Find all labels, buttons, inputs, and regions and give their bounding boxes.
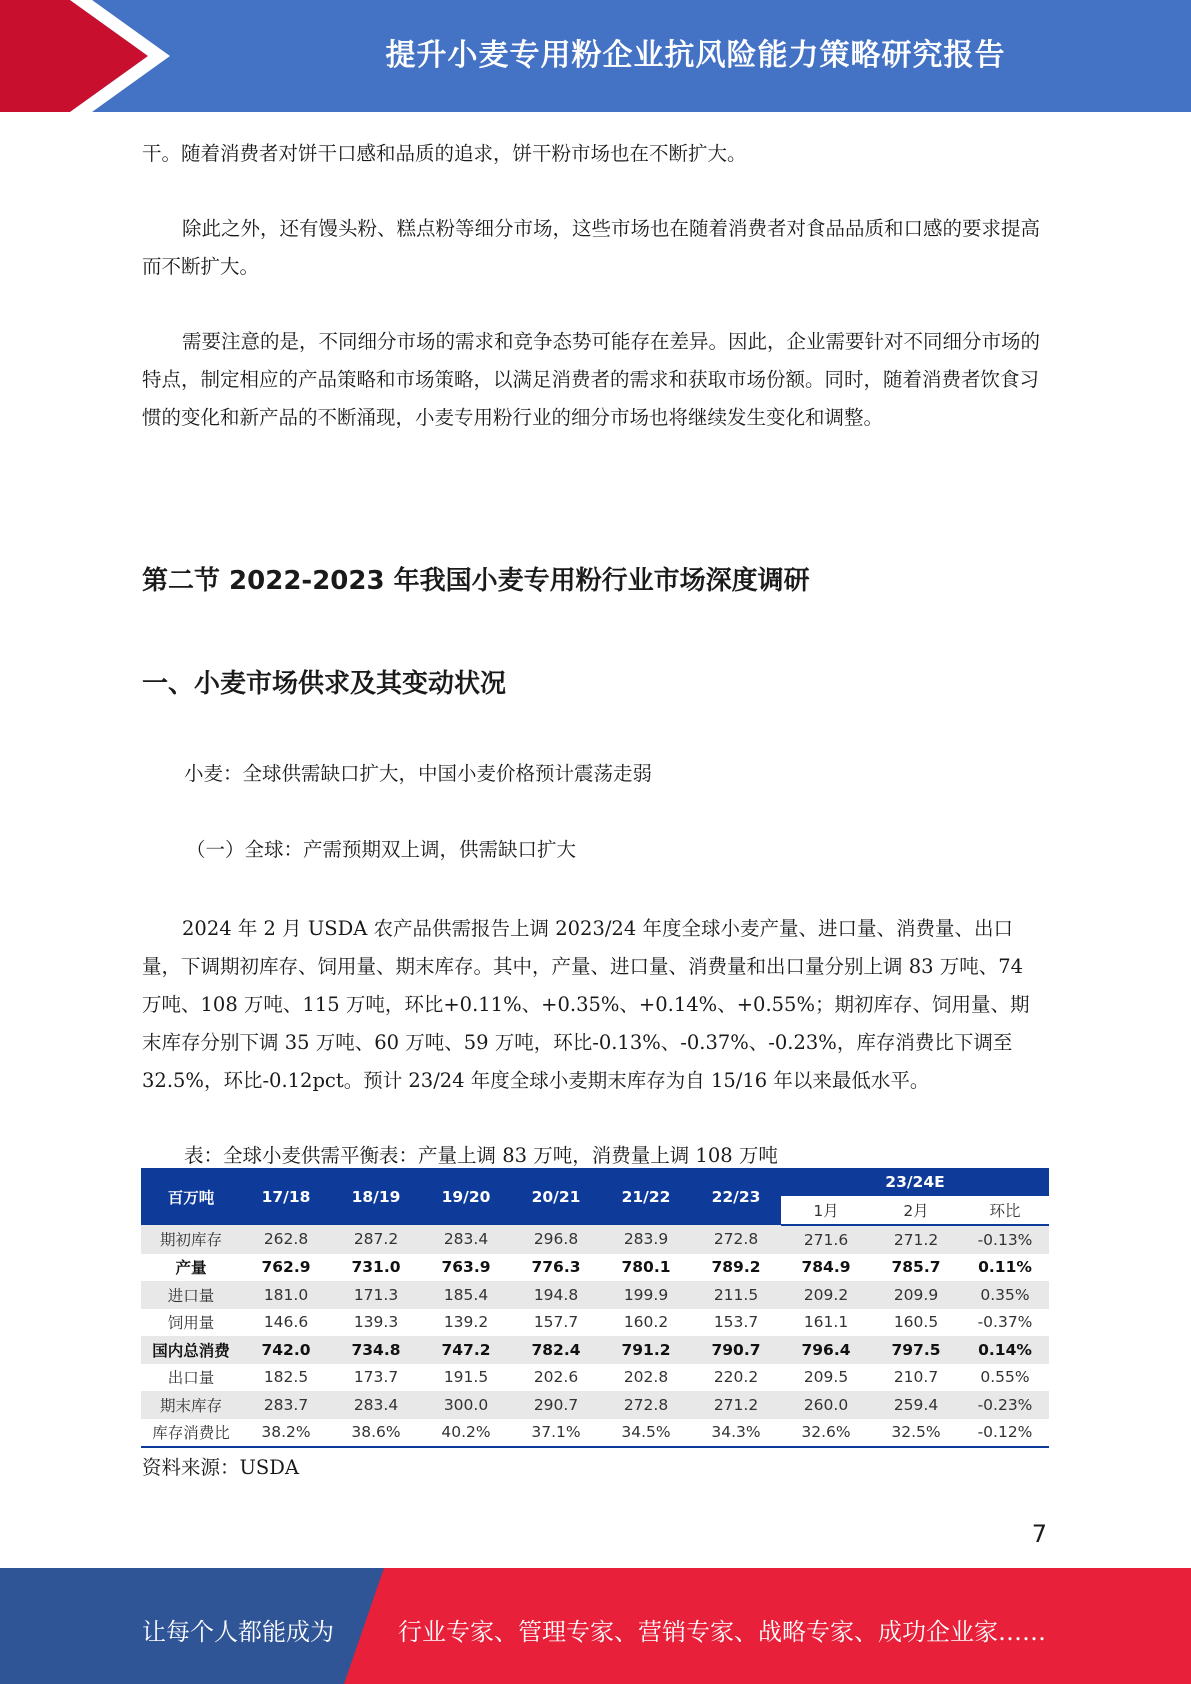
table-cell: 157.7 [533,1313,579,1332]
wheat-balance-table [141,1168,1049,1448]
table-cell: 171.3 [331,1281,421,1309]
table-cell: 271.2 [691,1391,781,1419]
footer-slogan-left: 让每个人都能成为 [142,1618,334,1646]
page-number: 7 [1031,1520,1047,1548]
row-label: 产量 [175,1259,207,1278]
row-label: 国内总消费 [141,1336,241,1364]
table-cell: -0.23% [961,1391,1049,1419]
table-cell: 796.4 [781,1336,871,1364]
table-row [141,1391,1049,1419]
table-cell: 283.4 [421,1225,511,1254]
paragraph-other-segments: 除此之外，还有馒头粉、糕点粉等细分市场，这些市场也在随着消费者对食品品质和口感的要求提高而不断扩大。 [142,217,1041,278]
row-label: 进口量 [141,1281,241,1309]
table-cell: 0.55% [980,1368,1030,1387]
paragraph-market-differences: 需要注意的是，不同细分市场的需求和竞争态势可能存在差异。因此，企业需要针对不同细分市场的特点，制定相应的产品策略和市场策略，以满足消费者的需求和获取市场份额。同时，随着消费者饮食习惯的变化和新产品的不断涌现，小麦专用粉行业的细分市场也将继续发生变化和调整。 [142,330,1041,429]
section-title: 第二节 2022-2023 年我国小麦专用粉行业市场深度调研 [142,566,810,596]
table-cell: 262.8 [241,1225,331,1254]
table-cell: 32.5% [871,1419,961,1448]
table-cell: 742.0 [241,1336,331,1364]
table-cell: 0.35% [961,1281,1049,1309]
table-cell: 782.4 [511,1336,601,1364]
header-sub-feb: 2月 [871,1196,961,1225]
table-cell: 790.7 [691,1336,781,1364]
table-cell: 271.6 [781,1225,871,1254]
table-cell: 300.0 [421,1391,511,1419]
table-cell: 296.8 [511,1225,601,1254]
table-cell: 272.8 [601,1391,691,1419]
table-cell: 160.5 [893,1313,939,1332]
header-year: 17/18 [241,1168,331,1225]
row-label: 期初库存 [141,1225,241,1254]
footer-slogan-right: 行业专家、管理专家、营销专家、战略专家、成功企业家…… [398,1618,1046,1646]
table-cell: 220.2 [713,1368,759,1387]
table-cell: 199.9 [601,1281,691,1309]
table-row [141,1254,1049,1282]
header-sub-jan: 1月 [781,1196,871,1225]
header-unit: 百万吨 [141,1168,241,1225]
table-cell: 34.5% [601,1419,691,1448]
table-cell: 762.9 [261,1258,311,1277]
table-cell: 161.1 [803,1313,849,1332]
table-cell: 259.4 [871,1391,961,1419]
table-caption: 表：全球小麦供需平衡表：产量上调 83 万吨，消费量上调 108 万吨 [184,1144,778,1167]
table-cell: 731.0 [351,1258,401,1277]
table-cell: 785.7 [891,1258,941,1277]
table-cell: 202.8 [623,1368,669,1387]
table-cell: 791.2 [601,1336,691,1364]
table-cell: 271.2 [871,1225,961,1254]
table-cell: 784.9 [801,1258,851,1277]
header-title: 提升小麦专用粉企业抗风险能力策略研究报告 [385,38,1006,73]
table-cell: 191.5 [443,1368,489,1387]
row-label: 出口量 [167,1369,215,1388]
row-label: 饲用量 [167,1314,215,1333]
page-header [0,0,1191,112]
table-row [141,1419,1049,1448]
table-cell: 290.7 [511,1391,601,1419]
header-year: 18/19 [331,1168,421,1225]
table-cell: 283.7 [241,1391,331,1419]
table-cell: 272.8 [691,1225,781,1254]
table-source: 资料来源：USDA [142,1456,300,1479]
table-cell: 734.8 [331,1336,421,1364]
table-cell: 182.5 [263,1368,309,1387]
table-cell: 209.2 [781,1281,871,1309]
table-cell: 139.3 [353,1313,399,1332]
table-cell: 32.6% [781,1419,871,1448]
table-row [141,1309,1049,1337]
wheat-balance-table-wrap [141,1168,1049,1448]
row-label: 期末库存 [141,1391,241,1419]
header-year: 21/22 [601,1168,691,1225]
table-cell: 173.7 [353,1368,399,1387]
table-cell: 38.6% [331,1419,421,1448]
table-cell: 283.9 [601,1225,691,1254]
paragraph-biscuit-flour: 干。随着消费者对饼干口感和品质的追求，饼干粉市场也在不断扩大。 [142,142,747,165]
table-cell: -0.13% [961,1225,1049,1254]
page-footer [0,1568,1191,1684]
table-cell: 0.14% [961,1336,1049,1364]
table-cell: 40.2% [421,1419,511,1448]
table-cell: 797.5 [871,1336,961,1364]
table-cell: -0.37% [977,1313,1033,1332]
header-sub-mom: 环比 [961,1196,1049,1225]
table-row [141,1364,1049,1392]
wheat-summary: 小麦：全球供需缺口扩大，中国小麦价格预计震荡走弱 [184,762,653,785]
row-label: 库存消费比 [141,1419,241,1448]
table-cell: 153.7 [713,1313,759,1332]
table-cell: 789.2 [711,1258,761,1277]
table-cell: 209.9 [871,1281,961,1309]
header-year: 20/21 [511,1168,601,1225]
table-cell: 38.2% [241,1419,331,1448]
table-cell: 37.1% [511,1419,601,1448]
paragraph-usda-report: 2024 年 2 月 USDA 农产品供需报告上调 2023/24 年度全球小麦产量、进口量、消费量、出口量，下调期初库存、饲用量、期末库存。其中，产量、进口量、消费量和出口量分别上调 83 万吨、74 万吨、108 万吨、115 万吨，环比+0.11%、+0.35%、+0.14%、+0.55%；期初库存、饲用量、期末库存分别下调 35 万吨、60 万吨、59 万吨，环比-0.13%、-0.37%、-0.23%，库存消费比下调至 32.5%，环比-0.12pct。预计 23/24 年度全球小麦期末库存为自 15/16 年以来最低水平。 [142,917,1030,1092]
table-cell: 211.5 [691,1281,781,1309]
table-row [141,1225,1049,1254]
table-cell: 747.2 [421,1336,511,1364]
header-year: 19/20 [421,1168,511,1225]
table-cell: 202.6 [533,1368,579,1387]
subsection-title: 一、小麦市场供求及其变动状况 [142,669,507,699]
table-row [141,1281,1049,1309]
table-cell: 776.3 [531,1258,581,1277]
table-cell: 287.2 [331,1225,421,1254]
table-cell: 0.11% [978,1258,1032,1277]
table-cell: 260.0 [781,1391,871,1419]
table-cell: 210.7 [893,1368,939,1387]
header-year: 22/23 [691,1168,781,1225]
table-cell: 185.4 [421,1281,511,1309]
table-cell: 209.5 [803,1368,849,1387]
table-cell: 763.9 [441,1258,491,1277]
table-cell: 780.1 [621,1258,671,1277]
table-cell: 181.0 [241,1281,331,1309]
table-cell: -0.12% [961,1419,1049,1448]
table-cell: 146.6 [263,1313,309,1332]
table-body [141,1225,1049,1447]
table-cell: 139.2 [443,1313,489,1332]
table-cell: 160.2 [623,1313,669,1332]
table-cell: 283.4 [331,1391,421,1419]
header-group-2324e: 23/24E [781,1168,1049,1196]
table-row [141,1336,1049,1364]
table-cell: 194.8 [511,1281,601,1309]
global-subheading: （一）全球：产需预期双上调，供需缺口扩大 [186,838,577,861]
table-cell: 34.3% [691,1419,781,1448]
